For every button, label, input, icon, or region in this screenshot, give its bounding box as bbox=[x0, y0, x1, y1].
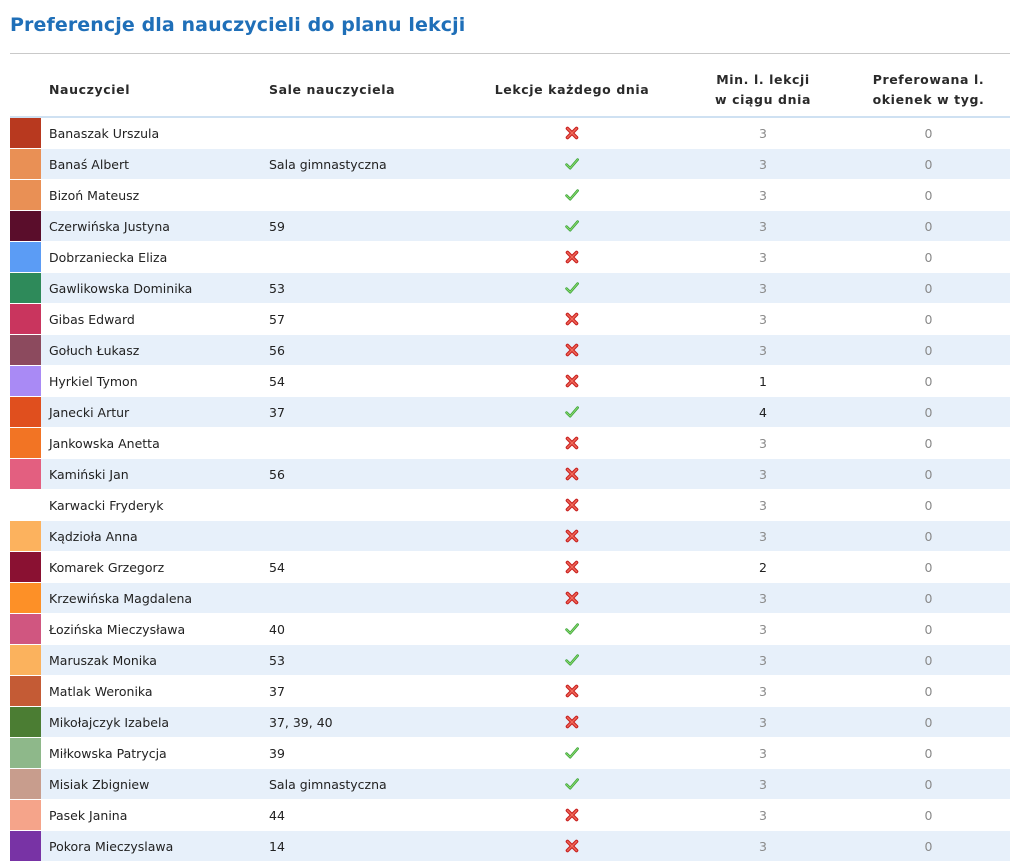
teacher-color-swatch bbox=[10, 676, 41, 706]
teacher-name[interactable]: Gibas Edward bbox=[41, 304, 269, 335]
daily-lessons-cell[interactable] bbox=[465, 397, 679, 428]
preferred-gaps-value[interactable]: 0 bbox=[847, 273, 1010, 304]
table-row[interactable] bbox=[10, 800, 1010, 831]
preferred-gaps-value[interactable]: 0 bbox=[847, 459, 1010, 490]
teacher-name[interactable]: Kamiński Jan bbox=[41, 459, 269, 490]
red-x-icon bbox=[564, 249, 580, 265]
green-check-icon bbox=[564, 218, 580, 234]
teacher-color-swatch bbox=[10, 831, 41, 861]
green-check-icon bbox=[564, 652, 580, 668]
teacher-color-swatch bbox=[10, 738, 41, 768]
red-x-icon bbox=[564, 590, 580, 606]
daily-lessons-cell[interactable] bbox=[465, 676, 679, 707]
teacher-color-swatch bbox=[10, 273, 41, 303]
red-x-icon bbox=[564, 528, 580, 544]
preferred-gaps-value[interactable]: 0 bbox=[847, 149, 1010, 180]
preferred-gaps-value[interactable]: 0 bbox=[847, 242, 1010, 273]
teacher-name[interactable]: Łozińska Mieczysława bbox=[41, 614, 269, 645]
preferred-gaps-value[interactable]: 0 bbox=[847, 676, 1010, 707]
green-check-icon bbox=[564, 280, 580, 296]
min-lessons-header-line1: Min. l. lekcji bbox=[716, 72, 810, 87]
preferred-gaps-value[interactable]: 0 bbox=[847, 800, 1010, 831]
teacher-color-cell bbox=[10, 211, 41, 242]
preferred-gaps-value[interactable]: 0 bbox=[847, 831, 1010, 862]
teacher-rooms: Sala gimnastyczna bbox=[269, 769, 465, 800]
table-row[interactable] bbox=[10, 738, 1010, 769]
daily-lessons-column-header[interactable]: Lekcje każdego dnia bbox=[465, 64, 679, 117]
teacher-color-cell bbox=[10, 117, 41, 149]
teacher-rooms: 54 bbox=[269, 366, 465, 397]
teacher-color-cell bbox=[10, 676, 41, 707]
table-row[interactable] bbox=[10, 149, 1010, 180]
min-lessons-value[interactable]: 3 bbox=[679, 180, 847, 211]
teacher-color-cell bbox=[10, 335, 41, 366]
preferred-gaps-value[interactable]: 0 bbox=[847, 117, 1010, 149]
preferred-gaps-value[interactable]: 0 bbox=[847, 211, 1010, 242]
teacher-color-swatch bbox=[10, 180, 41, 210]
teacher-name[interactable]: Komarek Grzegorz bbox=[41, 552, 269, 583]
table-row[interactable] bbox=[10, 521, 1010, 552]
teacher-color-swatch bbox=[10, 211, 41, 241]
teacher-name[interactable]: Hyrkiel Tymon bbox=[41, 366, 269, 397]
teacher-name[interactable]: Pasek Janina bbox=[41, 800, 269, 831]
teacher-rooms: 37 bbox=[269, 676, 465, 707]
teacher-color-cell bbox=[10, 459, 41, 490]
min-lessons-header-line2: w ciągu dnia bbox=[715, 92, 811, 107]
min-lessons-value[interactable]: 3 bbox=[679, 614, 847, 645]
preferred-gaps-value[interactable]: 0 bbox=[847, 769, 1010, 800]
teacher-name[interactable]: Jankowska Anetta bbox=[41, 428, 269, 459]
min-lessons-value[interactable]: 3 bbox=[679, 738, 847, 769]
teacher-rooms: 37, 39, 40 bbox=[269, 707, 465, 738]
daily-lessons-cell[interactable] bbox=[465, 583, 679, 614]
teacher-color-swatch bbox=[10, 583, 41, 613]
red-x-icon bbox=[564, 373, 580, 389]
daily-lessons-cell[interactable] bbox=[465, 521, 679, 552]
teacher-rooms: 59 bbox=[269, 211, 465, 242]
teacher-rooms: Sala gimnastyczna bbox=[269, 149, 465, 180]
teacher-color-cell bbox=[10, 707, 41, 738]
daily-lessons-cell[interactable] bbox=[465, 242, 679, 273]
teacher-rooms: 54 bbox=[269, 552, 465, 583]
min-lessons-value[interactable]: 3 bbox=[679, 800, 847, 831]
preferred-gaps-column-header[interactable] bbox=[847, 64, 1010, 117]
min-lessons-value[interactable]: 3 bbox=[679, 583, 847, 614]
teacher-color-swatch bbox=[10, 428, 41, 458]
table-row[interactable] bbox=[10, 583, 1010, 614]
table-row[interactable] bbox=[10, 397, 1010, 428]
green-check-icon bbox=[564, 156, 580, 172]
teacher-color-swatch bbox=[10, 366, 41, 396]
teacher-name[interactable]: Misiak Zbigniew bbox=[41, 769, 269, 800]
preferred-gaps-value[interactable]: 0 bbox=[847, 490, 1010, 521]
red-x-icon bbox=[564, 466, 580, 482]
teacher-rooms bbox=[269, 242, 465, 273]
table-row[interactable] bbox=[10, 769, 1010, 800]
daily-lessons-cell[interactable] bbox=[465, 366, 679, 397]
daily-lessons-cell[interactable] bbox=[465, 304, 679, 335]
teacher-color-swatch bbox=[10, 397, 41, 427]
teacher-name[interactable]: Banaszak Urszula bbox=[41, 117, 269, 149]
daily-lessons-cell[interactable] bbox=[465, 645, 679, 676]
teacher-color-swatch bbox=[10, 459, 41, 489]
teacher-name[interactable]: Dobrzaniecka Eliza bbox=[41, 242, 269, 273]
teacher-rooms bbox=[269, 490, 465, 521]
preferred-gaps-value[interactable]: 0 bbox=[847, 397, 1010, 428]
red-x-icon bbox=[564, 714, 580, 730]
teacher-color-cell bbox=[10, 149, 41, 180]
teacher-rooms bbox=[269, 428, 465, 459]
preferred-gaps-value[interactable]: 0 bbox=[847, 366, 1010, 397]
teacher-rooms: 39 bbox=[269, 738, 465, 769]
table-row[interactable] bbox=[10, 645, 1010, 676]
daily-lessons-cell[interactable] bbox=[465, 552, 679, 583]
min-lessons-column-header[interactable] bbox=[679, 64, 847, 117]
min-lessons-value[interactable]: 3 bbox=[679, 831, 847, 862]
preferred-gaps-value[interactable]: 0 bbox=[847, 180, 1010, 211]
teacher-name[interactable]: Gawlikowska Dominika bbox=[41, 273, 269, 304]
teacher-name[interactable]: Czerwińska Justyna bbox=[41, 211, 269, 242]
daily-lessons-cell[interactable] bbox=[465, 180, 679, 211]
teacher-color-cell bbox=[10, 800, 41, 831]
min-lessons-value[interactable]: 3 bbox=[679, 117, 847, 149]
green-check-icon bbox=[564, 621, 580, 637]
teacher-color-swatch bbox=[10, 769, 41, 799]
table-row[interactable] bbox=[10, 117, 1010, 149]
preferred-gaps-value[interactable]: 0 bbox=[847, 521, 1010, 552]
teacher-rooms: 56 bbox=[269, 335, 465, 366]
min-lessons-value[interactable]: 3 bbox=[679, 645, 847, 676]
teacher-name[interactable]: Janecki Artur bbox=[41, 397, 269, 428]
teacher-name[interactable]: Miłkowska Patrycja bbox=[41, 738, 269, 769]
table-header-row bbox=[10, 64, 1010, 117]
teacher-color-swatch bbox=[10, 645, 41, 675]
teacher-color-cell bbox=[10, 490, 41, 521]
teacher-name[interactable]: Karwacki Fryderyk bbox=[41, 490, 269, 521]
teacher-name[interactable]: Kądzioła Anna bbox=[41, 521, 269, 552]
min-lessons-value[interactable]: 3 bbox=[679, 335, 847, 366]
teacher-color-cell bbox=[10, 180, 41, 211]
table-row[interactable] bbox=[10, 707, 1010, 738]
teacher-name[interactable]: Pokora Mieczyslawa bbox=[41, 831, 269, 862]
daily-lessons-cell[interactable] bbox=[465, 459, 679, 490]
red-x-icon bbox=[564, 125, 580, 141]
teacher-color-cell bbox=[10, 242, 41, 273]
daily-lessons-cell[interactable] bbox=[465, 149, 679, 180]
teacher-color-cell bbox=[10, 645, 41, 676]
teacher-name[interactable]: Mikołajczyk Izabela bbox=[41, 707, 269, 738]
teacher-color-swatch bbox=[10, 521, 41, 551]
teacher-color-cell bbox=[10, 614, 41, 645]
min-lessons-value[interactable]: 3 bbox=[679, 769, 847, 800]
table-row[interactable] bbox=[10, 211, 1010, 242]
teacher-name[interactable]: Maruszak Monika bbox=[41, 645, 269, 676]
table-row[interactable] bbox=[10, 304, 1010, 335]
teacher-color-swatch bbox=[10, 800, 41, 830]
teacher-color-cell bbox=[10, 304, 41, 335]
teacher-color-swatch bbox=[10, 242, 41, 272]
teacher-rooms: 44 bbox=[269, 800, 465, 831]
teacher-rooms: 56 bbox=[269, 459, 465, 490]
min-lessons-value[interactable]: 3 bbox=[679, 521, 847, 552]
teacher-color-cell bbox=[10, 397, 41, 428]
green-check-icon bbox=[564, 776, 580, 792]
rooms-column-header[interactable]: Sale nauczyciela bbox=[269, 64, 465, 117]
table-row[interactable] bbox=[10, 614, 1010, 645]
min-lessons-value[interactable]: 3 bbox=[679, 459, 847, 490]
table-row[interactable] bbox=[10, 831, 1010, 862]
table-row[interactable] bbox=[10, 490, 1010, 521]
min-lessons-value[interactable]: 3 bbox=[679, 428, 847, 459]
green-check-icon bbox=[564, 745, 580, 761]
preferred-gaps-value[interactable]: 0 bbox=[847, 335, 1010, 366]
min-lessons-value[interactable]: 3 bbox=[679, 304, 847, 335]
min-lessons-value[interactable]: 3 bbox=[679, 149, 847, 180]
daily-lessons-cell[interactable] bbox=[465, 273, 679, 304]
table-row[interactable] bbox=[10, 428, 1010, 459]
teacher-rooms: 57 bbox=[269, 304, 465, 335]
min-lessons-value[interactable]: 3 bbox=[679, 707, 847, 738]
teacher-column-header[interactable]: Nauczyciel bbox=[41, 64, 269, 117]
table-row[interactable] bbox=[10, 366, 1010, 397]
min-lessons-value[interactable]: 1 bbox=[679, 366, 847, 397]
teacher-color-cell bbox=[10, 428, 41, 459]
teacher-rooms bbox=[269, 180, 465, 211]
daily-lessons-cell[interactable] bbox=[465, 800, 679, 831]
min-lessons-value[interactable]: 2 bbox=[679, 552, 847, 583]
teacher-color-cell bbox=[10, 831, 41, 862]
min-lessons-value[interactable]: 4 bbox=[679, 397, 847, 428]
daily-lessons-cell[interactable] bbox=[465, 335, 679, 366]
color-column-header bbox=[10, 64, 41, 117]
teacher-color-swatch bbox=[10, 304, 41, 334]
daily-lessons-cell[interactable] bbox=[465, 769, 679, 800]
min-lessons-value[interactable]: 3 bbox=[679, 490, 847, 521]
teacher-rooms bbox=[269, 583, 465, 614]
teacher-rooms: 37 bbox=[269, 397, 465, 428]
teacher-color-swatch bbox=[10, 118, 41, 148]
preferred-gaps-value[interactable]: 0 bbox=[847, 583, 1010, 614]
teacher-color-cell bbox=[10, 366, 41, 397]
preferred-gaps-header-line1: Preferowana l. bbox=[872, 72, 985, 87]
daily-lessons-cell[interactable] bbox=[465, 117, 679, 149]
title-divider bbox=[10, 53, 1010, 54]
preferred-gaps-value[interactable]: 0 bbox=[847, 707, 1010, 738]
teacher-color-cell bbox=[10, 738, 41, 769]
teacher-color-cell bbox=[10, 521, 41, 552]
daily-lessons-cell[interactable] bbox=[465, 738, 679, 769]
table-row[interactable] bbox=[10, 335, 1010, 366]
preferred-gaps-value[interactable]: 0 bbox=[847, 428, 1010, 459]
teacher-color-swatch bbox=[10, 490, 41, 520]
teacher-preferences-table bbox=[10, 64, 1010, 862]
teacher-color-swatch bbox=[10, 149, 41, 179]
red-x-icon bbox=[564, 838, 580, 854]
teacher-color-swatch bbox=[10, 335, 41, 365]
preferred-gaps-value[interactable]: 0 bbox=[847, 552, 1010, 583]
teacher-name[interactable]: Gołuch Łukasz bbox=[41, 335, 269, 366]
teacher-name[interactable]: Banaś Albert bbox=[41, 149, 269, 180]
daily-lessons-cell[interactable] bbox=[465, 614, 679, 645]
teacher-name[interactable]: Krzewińska Magdalena bbox=[41, 583, 269, 614]
table-row[interactable] bbox=[10, 459, 1010, 490]
teacher-rooms bbox=[269, 117, 465, 149]
teacher-name[interactable]: Matlak Weronika bbox=[41, 676, 269, 707]
preferred-gaps-value[interactable]: 0 bbox=[847, 614, 1010, 645]
table-row[interactable] bbox=[10, 242, 1010, 273]
min-lessons-value[interactable]: 3 bbox=[679, 211, 847, 242]
preferred-gaps-header-line2: okienek w tyg. bbox=[872, 92, 985, 107]
red-x-icon bbox=[564, 559, 580, 575]
min-lessons-value[interactable]: 3 bbox=[679, 273, 847, 304]
teacher-color-cell bbox=[10, 552, 41, 583]
teacher-color-cell bbox=[10, 273, 41, 304]
min-lessons-value[interactable]: 3 bbox=[679, 242, 847, 273]
daily-lessons-cell[interactable] bbox=[465, 707, 679, 738]
table-row[interactable] bbox=[10, 552, 1010, 583]
teacher-rooms: 53 bbox=[269, 273, 465, 304]
table-row[interactable] bbox=[10, 676, 1010, 707]
red-x-icon bbox=[564, 342, 580, 358]
min-lessons-value[interactable]: 3 bbox=[679, 676, 847, 707]
teacher-color-swatch bbox=[10, 707, 41, 737]
teacher-color-swatch bbox=[10, 552, 41, 582]
table-row[interactable] bbox=[10, 273, 1010, 304]
red-x-icon bbox=[564, 435, 580, 451]
teacher-rooms: 40 bbox=[269, 614, 465, 645]
teacher-color-cell bbox=[10, 769, 41, 800]
teacher-rooms bbox=[269, 521, 465, 552]
table-row[interactable] bbox=[10, 180, 1010, 211]
red-x-icon bbox=[564, 807, 580, 823]
green-check-icon bbox=[564, 404, 580, 420]
red-x-icon bbox=[564, 497, 580, 513]
daily-lessons-cell[interactable] bbox=[465, 211, 679, 242]
teacher-rooms: 14 bbox=[269, 831, 465, 862]
teacher-rooms: 53 bbox=[269, 645, 465, 676]
preferred-gaps-value[interactable]: 0 bbox=[847, 304, 1010, 335]
teacher-color-swatch bbox=[10, 614, 41, 644]
daily-lessons-cell[interactable] bbox=[465, 428, 679, 459]
page-title: Preferencje dla nauczycieli do planu lekcji bbox=[10, 14, 466, 36]
daily-lessons-cell[interactable] bbox=[465, 490, 679, 521]
red-x-icon bbox=[564, 683, 580, 699]
red-x-icon bbox=[564, 311, 580, 327]
preferred-gaps-value[interactable]: 0 bbox=[847, 738, 1010, 769]
daily-lessons-cell[interactable] bbox=[465, 831, 679, 862]
preferred-gaps-value[interactable]: 0 bbox=[847, 645, 1010, 676]
green-check-icon bbox=[564, 187, 580, 203]
teacher-name[interactable]: Bizoń Mateusz bbox=[41, 180, 269, 211]
teacher-color-cell bbox=[10, 583, 41, 614]
